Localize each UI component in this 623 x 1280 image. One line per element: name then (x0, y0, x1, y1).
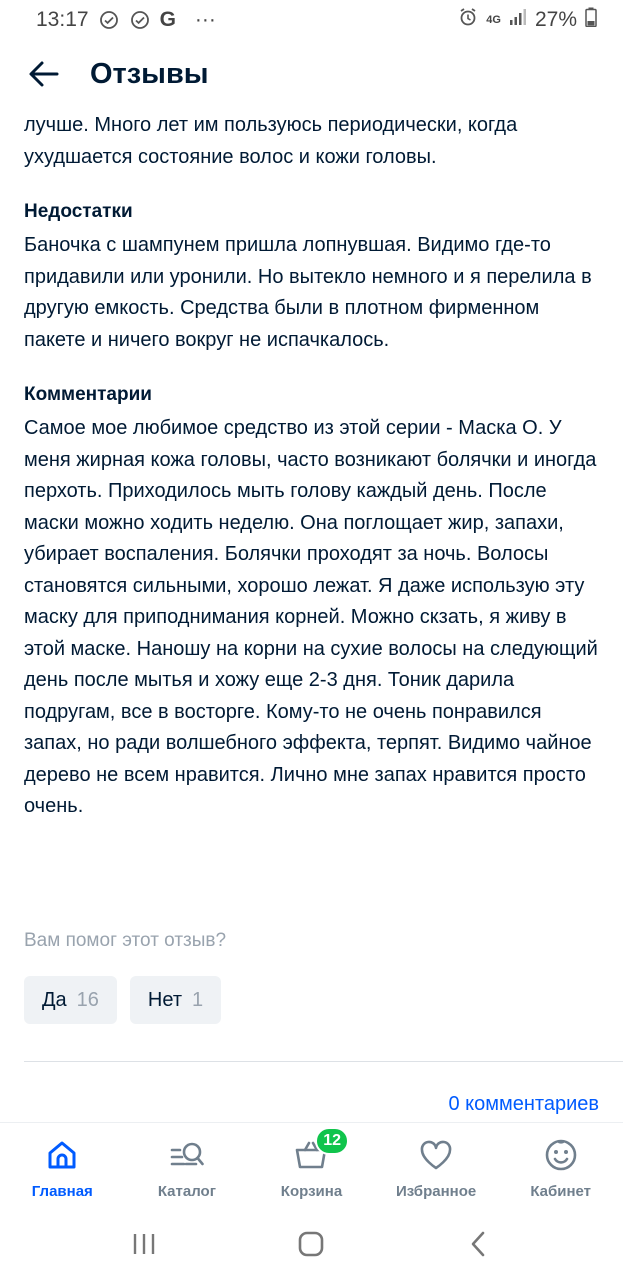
vote-no-count: 1 (191, 988, 204, 1011)
cons-title: Недостатки (24, 201, 133, 222)
nav-item-profile[interactable] (498, 1123, 623, 1208)
review-pros-text: лучше. Много лет им пользуюсь периодически, когда ухудшается состояние волос и кожи головы. (24, 114, 518, 168)
recent-apps-icon (131, 1232, 157, 1256)
more-notifications-icon: ··· (194, 8, 216, 31)
back-system-button[interactable] (455, 1220, 503, 1268)
status-left (36, 8, 216, 32)
nav-item-catalog[interactable] (125, 1123, 250, 1208)
nav-label-favorites: Избранное (395, 1183, 477, 1200)
alarm-icon (458, 7, 478, 33)
nav-label-home: Главная (31, 1183, 93, 1200)
battery-level: 27% (534, 8, 577, 31)
home-square-icon (297, 1230, 325, 1258)
nav-item-home[interactable] (0, 1123, 125, 1208)
divider (24, 1061, 623, 1062)
back-button[interactable] (24, 54, 64, 94)
vote-yes-count: 16 (76, 988, 99, 1011)
system-nav-bar (0, 1208, 623, 1280)
vote-row (24, 976, 221, 1024)
google-icon: G (159, 8, 176, 31)
helpful-question: Вам помог этот отзыв? (24, 930, 227, 951)
heart-icon (418, 1137, 454, 1173)
nav-item-favorites[interactable] (374, 1123, 499, 1208)
status-bar (0, 0, 623, 40)
check-circle-icon (98, 9, 120, 31)
vote-yes-label: Да (42, 988, 67, 1011)
home-system-button[interactable] (287, 1220, 335, 1268)
comment-text: Самое мое любимое средство из этой серии - Маска О. У меня жирная кожа головы, часто возникают болячки и иногда перхоть. Приходилось мыть голову каждый день. После маски можно ходить неделю. Она поглощает жир, запахи, убирает воспаления. Болячки проходят за ночь. Волосы становятся сильными, хорошо лежат. Я даже использую эту маску для приподнимания корней. Можно скзать, я живу в этой маске. Наношу на корни на сухие волосы на следующий день после мытья и хожу еще 2-3 дня. Тоник дарила подругам, все в восторге. Кому-то не очень понравился запах, но ради волшебного эффекта, терпят. Видимо чайное дерево не всем нравится. Лично мне запах нравится просто очень. (24, 417, 598, 817)
bottom-nav (0, 1122, 623, 1208)
comments-link[interactable]: 0 комментариев (448, 1093, 599, 1115)
catalog-icon (169, 1137, 205, 1173)
nav-label-catalog: Каталог (157, 1183, 216, 1200)
nav-label-profile: Кабинет (530, 1183, 592, 1200)
status-time: 13:17 (36, 8, 89, 31)
profile-icon (543, 1137, 579, 1173)
cart-badge: 12 (315, 1127, 349, 1155)
signal-icon (509, 8, 527, 32)
comment-title: Комментарии (24, 384, 152, 405)
page-title: Отзывы (90, 57, 209, 90)
recent-apps-button[interactable] (120, 1220, 168, 1268)
back-arrow-icon (27, 57, 61, 91)
battery-icon (585, 7, 597, 33)
back-chevron-icon (467, 1230, 491, 1258)
home-icon (44, 1137, 80, 1173)
check-circle-icon-2 (129, 9, 151, 31)
vote-yes-button[interactable] (24, 976, 117, 1024)
vote-no-button[interactable] (130, 976, 221, 1024)
review-content (24, 110, 599, 823)
network-type: 4G (486, 14, 501, 26)
app-header (0, 44, 623, 104)
cons-text: Баночка с шампунем пришла лопнувшая. Видимо где-то придавили или уронили. Но вытекло немного и я перелила в другую емкость. Средства были в плотном фирменном пакете и ничего вокруг не испачкалось. (24, 234, 592, 351)
vote-no-label: Нет (147, 988, 182, 1011)
nav-label-cart: Корзина (280, 1183, 343, 1200)
status-right (458, 7, 597, 33)
nav-item-cart[interactable] (249, 1123, 374, 1208)
